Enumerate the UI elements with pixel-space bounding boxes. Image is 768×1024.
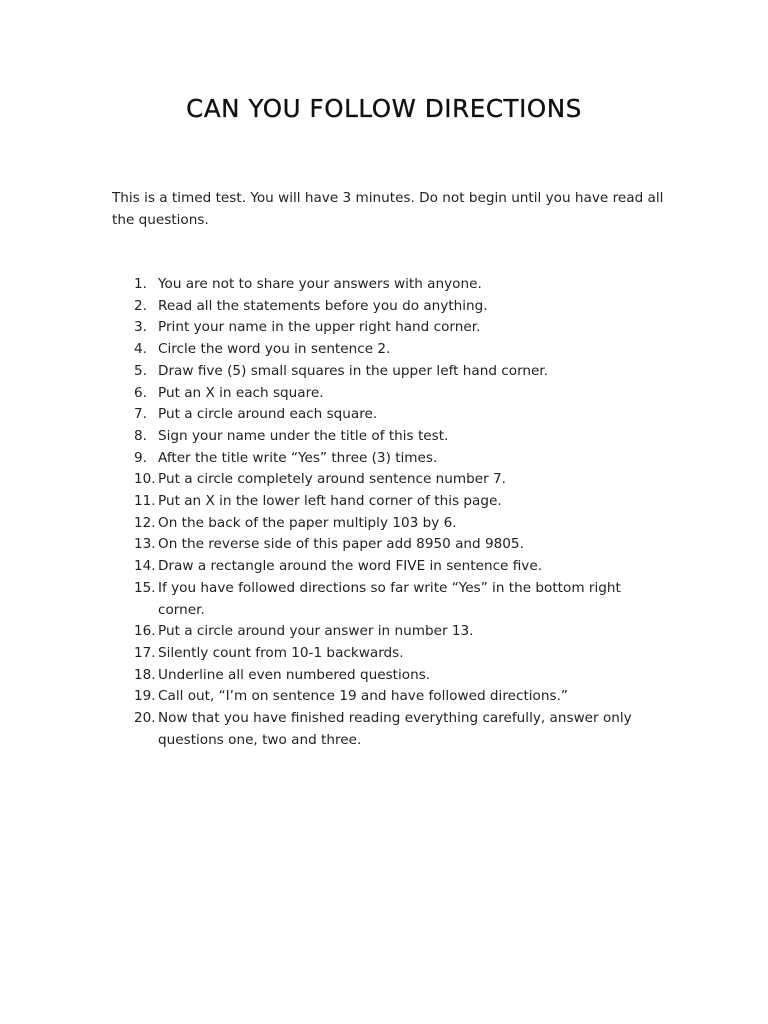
item-text: Print your name in the upper right hand corner. — [158, 319, 481, 336]
item-number: 4. — [134, 341, 147, 358]
list-item — [0, 339, 658, 361]
item-number: 3. — [134, 319, 147, 336]
directions-list — [0, 274, 658, 751]
item-number: 14. — [134, 558, 156, 575]
item-number: 9. — [134, 449, 147, 466]
item-number: 20. — [134, 710, 156, 727]
item-text: Read all the statements before you do anything. — [158, 297, 488, 314]
list-item — [0, 469, 658, 491]
item-text: Put an X in each square. — [158, 384, 324, 401]
item-number: 15. — [134, 579, 156, 596]
list-item — [0, 513, 658, 535]
list-item — [0, 383, 658, 405]
item-text: Put a circle completely around sentence number 7. — [158, 471, 506, 488]
item-text: Underline all even numbered questions. — [158, 666, 431, 683]
item-text: On the back of the paper multiply 103 by 6. — [158, 514, 457, 531]
item-text: You are not to share your answers with anyone. — [158, 276, 482, 292]
item-number: 16. — [134, 623, 156, 640]
item-text: On the reverse side of this paper add 8950 and 9805. — [158, 536, 524, 553]
list-item — [0, 665, 658, 687]
item-number: 1. — [134, 276, 147, 292]
list-item — [0, 274, 658, 296]
list-item — [0, 708, 658, 751]
item-text: Draw five (5) small squares in the upper left hand corner. — [158, 362, 549, 379]
item-number: 5. — [134, 362, 147, 379]
item-text: Circle the word you in sentence 2. — [158, 341, 391, 358]
item-number: 8. — [134, 427, 147, 444]
list-item — [0, 686, 658, 708]
item-number: 10. — [134, 471, 156, 488]
item-number: 13. — [134, 536, 156, 553]
item-number: 2. — [134, 297, 147, 314]
item-text: Put an X in the lower left hand corner of this page. — [158, 493, 502, 510]
item-text: After the title write “Yes” three (3) times. — [158, 449, 438, 466]
item-number: 11. — [134, 493, 156, 510]
list-item — [0, 578, 658, 621]
list-item — [0, 534, 658, 556]
list-item — [0, 296, 658, 318]
item-text: Now that you have finished reading everything carefully, answer only questions one, two and three. — [158, 710, 632, 748]
document-title: CAN YOU FOLLOW DIRECTIONS — [186, 94, 582, 123]
list-item — [0, 621, 658, 643]
item-text: Put a circle around each square. — [158, 406, 378, 423]
item-text: Draw a rectangle around the word FIVE in sentence five. — [158, 558, 543, 575]
item-number: 19. — [134, 688, 156, 705]
list-item — [0, 556, 658, 578]
item-text: If you have followed directions so far write “Yes” in the bottom right corner. — [158, 579, 621, 618]
item-number: 17. — [134, 644, 156, 661]
item-text: Call out, “I’m on sentence 19 and have followed directions.” — [158, 688, 568, 705]
list-item — [0, 643, 658, 665]
list-item — [0, 361, 658, 383]
list-item — [0, 448, 658, 470]
item-text: Sign your name under the title of this test. — [158, 427, 449, 444]
item-number: 6. — [134, 384, 147, 401]
list-item — [0, 491, 658, 513]
list-item — [0, 317, 658, 339]
list-item — [0, 426, 658, 448]
item-number: 18. — [134, 666, 156, 683]
list-item — [0, 404, 658, 426]
item-text: Put a circle around your answer in number 13. — [158, 623, 474, 640]
item-text: Silently count from 10-1 backwards. — [158, 644, 404, 661]
item-number: 7. — [134, 406, 147, 423]
intro-paragraph: This is a timed test. You will have 3 minutes. Do not begin until you have read all the questions. — [112, 190, 664, 228]
item-number: 12. — [134, 514, 156, 531]
